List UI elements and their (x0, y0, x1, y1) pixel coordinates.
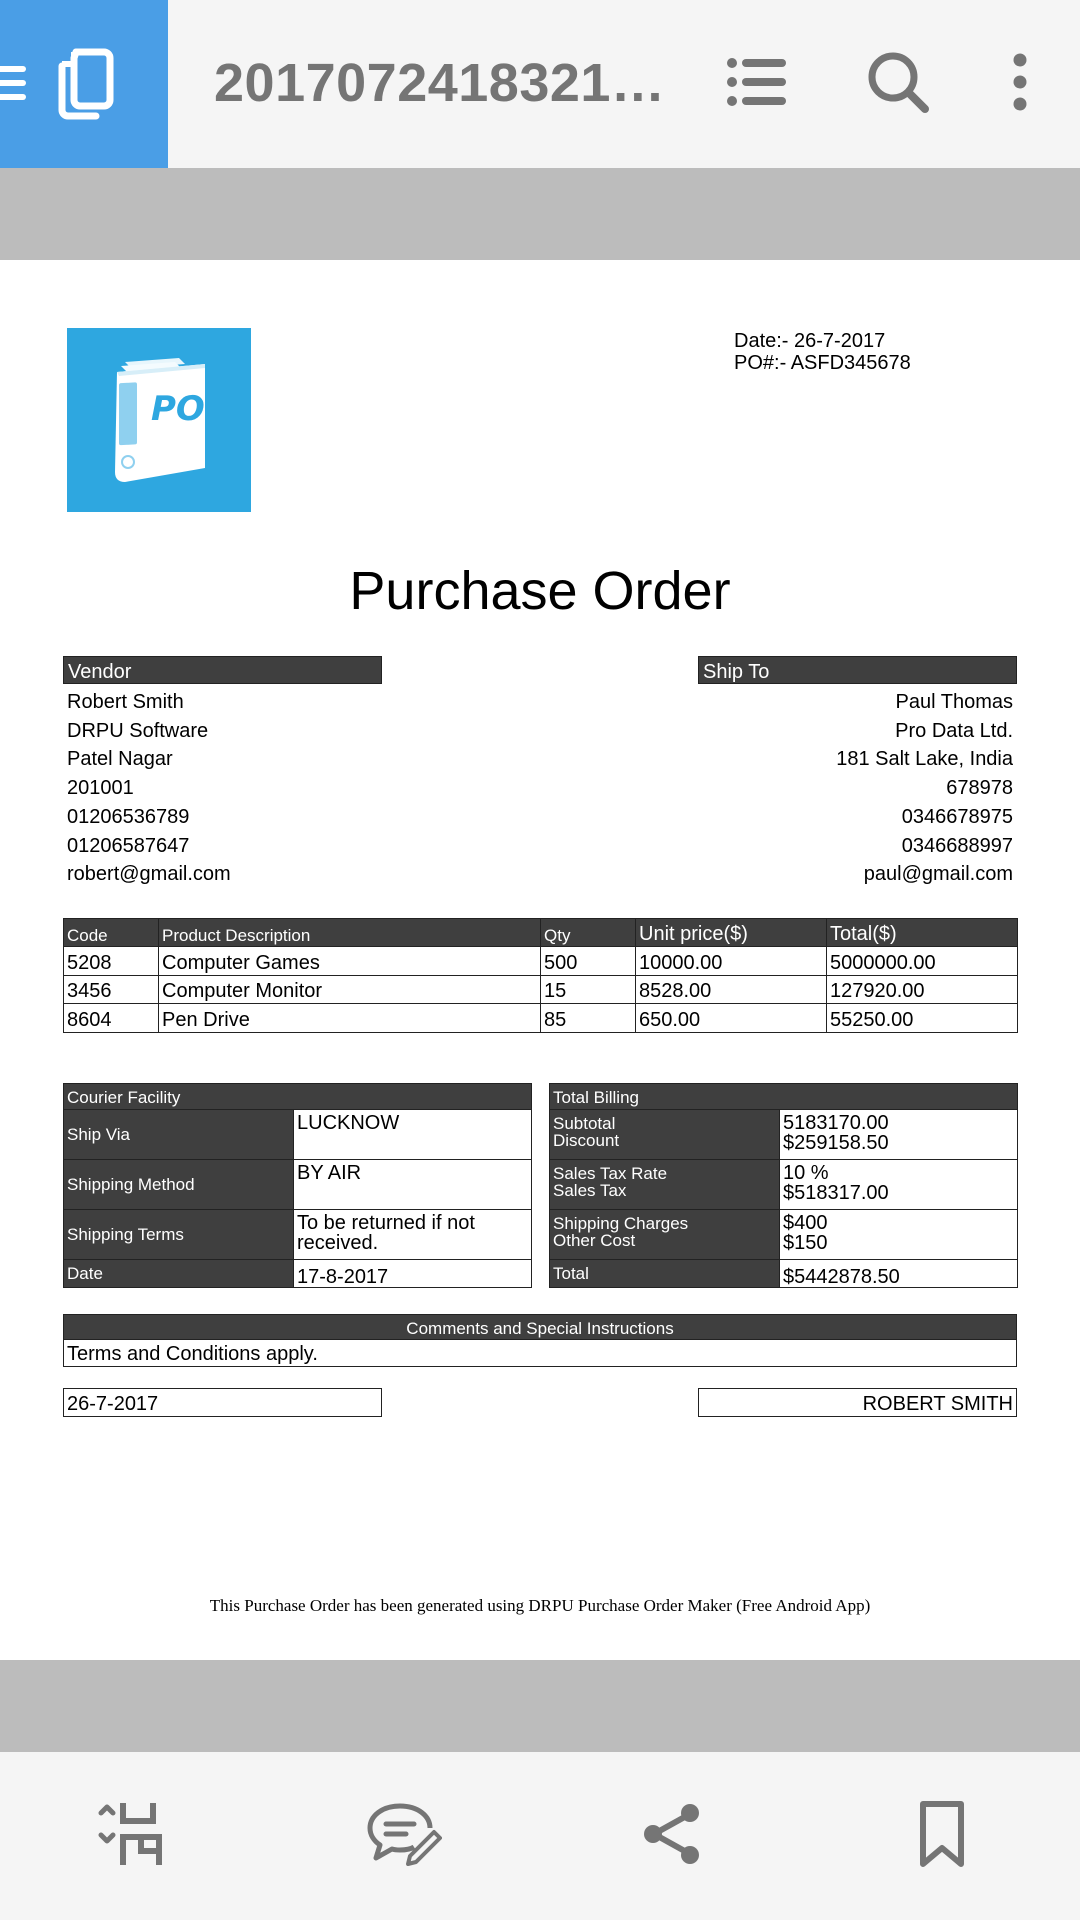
share-button[interactable] (630, 1798, 714, 1874)
document-icon (54, 48, 116, 125)
ship-to-street: 181 Salt Lake, India (836, 748, 1013, 771)
col-qty: Qty (541, 919, 636, 947)
subtotal-discount-values (780, 1110, 1018, 1160)
shipping-terms-value: To be returned if not received. (294, 1210, 532, 1260)
courier-table (63, 1083, 532, 1288)
ship-via-label: Ship Via (64, 1110, 294, 1160)
vendor-street: Patel Nagar (67, 748, 173, 771)
sales-tax-value: $518317.00 (783, 1182, 889, 1204)
item-unit-price: 8528.00 (636, 975, 827, 1004)
discount-label: Discount (553, 1131, 620, 1150)
comment-button[interactable] (362, 1798, 446, 1874)
subtotal-value: 5183170.00 (783, 1112, 889, 1134)
ship-to-phone: 0346678975 (901, 805, 1013, 828)
tax-rate-value: 10 % (783, 1162, 829, 1184)
total-label: Total (550, 1260, 780, 1288)
page-gap-bottom (0, 1660, 1080, 1752)
ship-to-fax: 0346688997 (901, 834, 1013, 857)
discount-value: $259158.50 (783, 1132, 889, 1154)
page-title: Purchase Order (349, 561, 731, 621)
table-row (64, 1004, 1018, 1033)
shipping-charges-value: $400 (783, 1212, 828, 1234)
signature-date: 26-7-2017 (63, 1388, 382, 1417)
col-unit-price: Unit price($) (636, 919, 827, 947)
share-icon (642, 1802, 702, 1871)
item-unit-price: 10000.00 (636, 947, 827, 976)
courier-date-value: 17-8-2017 (294, 1260, 532, 1288)
ship-to-address (836, 688, 1013, 889)
col-total: Total($) (827, 919, 1018, 947)
page-gap-top (0, 168, 1080, 260)
vendor-email: robert@gmail.com (67, 863, 231, 886)
logo-text: PO (151, 389, 205, 429)
total-value: $5442878.50 (780, 1260, 1018, 1288)
comment-icon (366, 1802, 442, 1871)
charges-labels (550, 1210, 780, 1260)
vendor-postcode: 201001 (67, 777, 134, 800)
col-description: Product Description (159, 919, 541, 947)
menu-icon[interactable] (0, 66, 30, 105)
vendor-company: DRPU Software (67, 719, 209, 742)
other-cost-label: Other Cost (553, 1231, 636, 1250)
shipping-method-label: Shipping Method (64, 1160, 294, 1210)
items-header-row (64, 919, 1018, 947)
footer-note: This Purchase Order has been generated using DRPU Purchase Order Maker (Free Android App) (209, 1596, 871, 1615)
ship-to-postcode: 678978 (946, 777, 1013, 800)
tax-values (780, 1160, 1018, 1210)
item-description: Computer Games (159, 947, 541, 976)
document-title: 2017072418321… (214, 53, 666, 113)
outline-button[interactable] (720, 48, 792, 120)
vendor-address (67, 688, 231, 889)
item-code: 8604 (64, 1004, 159, 1033)
ship-to-header: Ship To (698, 656, 1017, 684)
vendor-fax: 01206587647 (67, 834, 190, 857)
comments-header: Comments and Special Instructions (63, 1314, 1017, 1340)
list-icon (726, 57, 786, 112)
bottom-toolbar (0, 1752, 1080, 1920)
billing-header: Total Billing (550, 1084, 1018, 1110)
subtotal-label: Subtotal (553, 1114, 616, 1133)
vendor-header: Vendor (63, 656, 382, 684)
billing-table (549, 1083, 1018, 1288)
table-row (64, 947, 1018, 976)
header-meta (734, 330, 911, 374)
courier-header: Courier Facility (64, 1084, 532, 1110)
pdf-page[interactable] (0, 260, 1080, 1660)
bookmark-icon (919, 1800, 965, 1873)
item-unit-price: 650.00 (636, 1004, 827, 1033)
bookmark-button[interactable] (900, 1798, 984, 1874)
item-description: Computer Monitor (159, 975, 541, 1004)
more-vert-icon (1012, 53, 1028, 116)
shipping-terms-label: Shipping Terms (64, 1210, 294, 1260)
app-bar (0, 0, 1080, 168)
item-total: 5000000.00 (827, 947, 1018, 976)
po-date: Date:- 26-7-2017 (734, 330, 886, 352)
item-qty: 500 (541, 947, 636, 976)
courier-date-label: Date (64, 1260, 294, 1288)
comments-text: Terms and Conditions apply. (63, 1339, 1017, 1367)
col-code: Code (64, 919, 159, 947)
item-qty: 15 (541, 975, 636, 1004)
po-number: PO#:- ASFD345678 (734, 352, 911, 374)
table-row (64, 975, 1018, 1004)
document-switcher[interactable] (0, 0, 168, 168)
reflow-icon (95, 1801, 165, 1872)
ship-to-email: paul@gmail.com (863, 863, 1013, 886)
sales-tax-label: Sales Tax (553, 1181, 627, 1200)
item-description: Pen Drive (159, 1004, 541, 1033)
item-qty: 85 (541, 1004, 636, 1033)
search-button[interactable] (862, 48, 934, 120)
ship-to-name: Paul Thomas (895, 691, 1013, 713)
subtotal-discount-labels (550, 1110, 780, 1160)
signature-name: ROBERT SMITH (698, 1388, 1017, 1417)
shipping-charges-label: Shipping Charges (553, 1214, 689, 1233)
more-options-button[interactable] (984, 48, 1056, 120)
other-cost-value: $150 (783, 1232, 828, 1254)
shipping-method-value: BY AIR (294, 1160, 532, 1210)
vendor-phone: 01206536789 (67, 805, 190, 828)
item-total: 127920.00 (827, 975, 1018, 1004)
tax-labels (550, 1160, 780, 1210)
items-table (63, 918, 1018, 1033)
search-icon (867, 51, 929, 118)
vendor-name: Robert Smith (67, 691, 184, 713)
item-code: 3456 (64, 975, 159, 1004)
charges-values (780, 1210, 1018, 1260)
item-total: 55250.00 (827, 1004, 1018, 1033)
reflow-button[interactable] (88, 1798, 172, 1874)
ship-to-company: Pro Data Ltd. (895, 719, 1013, 742)
po-logo (67, 328, 251, 512)
item-code: 5208 (64, 947, 159, 976)
ship-via-value: LUCKNOW (294, 1110, 532, 1160)
tax-rate-label: Sales Tax Rate (553, 1164, 668, 1183)
